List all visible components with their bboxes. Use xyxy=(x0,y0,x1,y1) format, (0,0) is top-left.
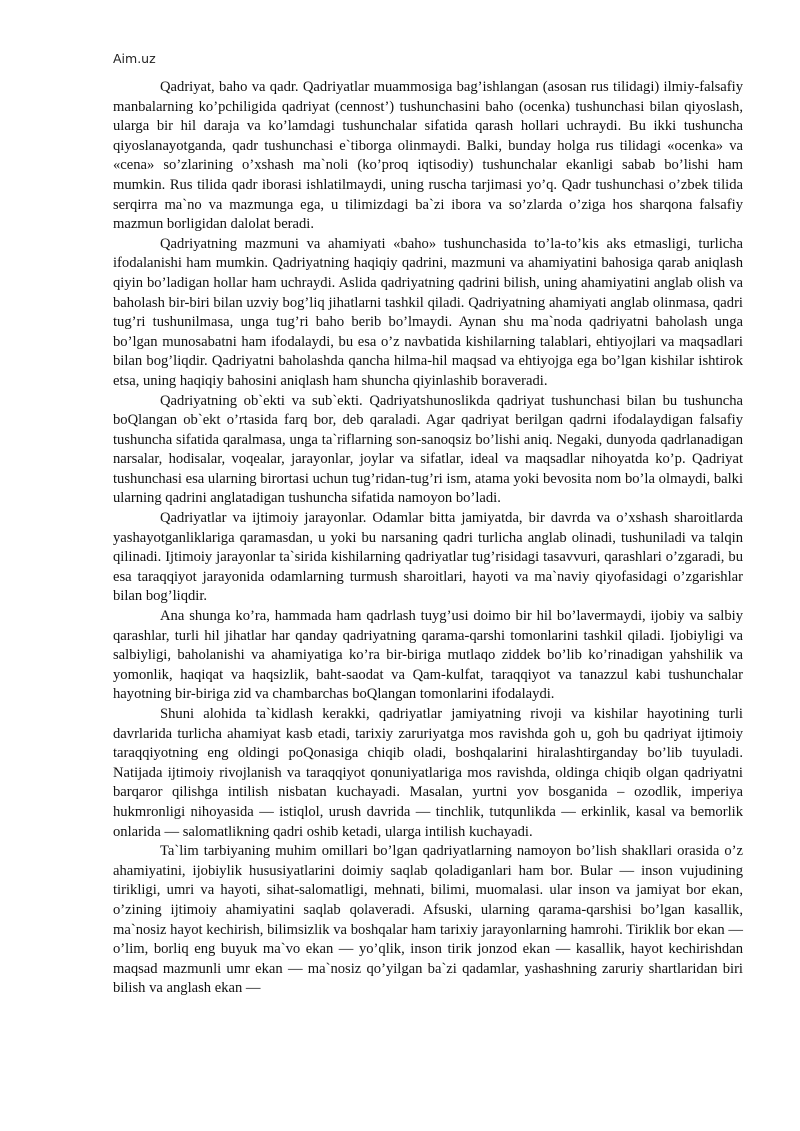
paragraph-positive-negative: Ana shunga ko’ra, hammada ham qadrlash tuyg’usi doimo bir hil bo’lavermaydi, ijobiy va salbiy qarashlar, turli hil jihatlar har qanday qadriyatning qarama-qarshi tomonlarini tashkil qiladi. Ijobiyligi va salbiyligi, baholanishi va ahamiyatiga ko’ra bir-biriga mutlaqo ziddek bo’lib ko’rinadigan yahshilik va yomonlik, haqiqat va haqsizlik, baht-saodat va Qam-kulfat, taraqqiyot va tanazzul kabi tushunchalar hayotning bir-biriga zid va chambarchas boQlangan tomonlarini ifodalaydi. xyxy=(113,608,743,703)
paragraph-historical-importance: Shuni alohida ta`kidlash kerakki, qadriyatlar jamiyatning rivoji va kishilar hayotining turli davrlarida turlicha ahamiyat kasb etadi, tarixiy zaruriyatga mos ravishda goh u, goh bu qadriyat ijtimoiy taraqqiyotning eng oldingi poQonasiga chiqib oladi, boshqalarini hiralashtirganday bo’lib tuyuladi. Natijada ijtimoiy rivojlanish va taraqqiyot qonuniyatlariga mos ravishda, oldinga chiqib olgan qadriyatni barqaror qilishga intilish nisbatan kuchayadi. Masalan, yurtni yov bosganida – ozodlik, imperiya hukmronligi nihoyasida — istiqlol, urush davrida — tinchlik, tutqunlikda — erkinlik, kasal va bemorlik onlarida — salomatlikning qadri oshib ketadi, ularga intilish kuchayadi. xyxy=(113,706,743,840)
paragraph-values-assessment-worth: Qadriyat, baho va qadr. Qadriyatlar muammosiga bag’ishlangan (asosan rus tilidagi) ilmiy-falsafiy manbalarning ko’pchiligida qadriyat (cennost’) tushunchasini baho (ocenka) tushunchasi bilan qiyoslash, ularga bir hil daraja va ko’lamdagi tushunchalar sifatida qarash hollari uchraydi. Bu ikki tushuncha qiyoslanayotganda, qadr tushunchasi e`tiborga olinmaydi. Balki, bunday holga rus tilidagi «ocenka» va «cena» so’zlarining o’xshash ma`noli (ko’proq iqtisodiy) tushunchalar ekanligi sabab bo’lishi ham mumkin. Rus tilida qadr iborasi ishlatilmaydi, uning ruscha tarjimasi yo’q. Qadr tushunchasi o’zbek tilida serqirra ma`no va mazmunga ega, u tilimizdagi ba`zi ibora va so’zlarda o’ziga hos sharqona falsafiy mazmun borligidan dalolat beradi. xyxy=(113,79,743,233)
paragraph-value-meaning: Qadriyatning mazmuni va ahamiyati «baho» tushunchasida to’la-to’kis aks etmasligi, turlicha ifodalanishi ham mumkin. Qadriyatning haqiqiy qadrini, mazmuni va ahamiyatini bahosiga qarab aniqlash qiyin bo’ladigan hollar ham uchraydi. Aslida qadriyatning qadrini bilish, uning ahamiyatini anglab olish va baholash bir-biri bilan uzviy bog’liq jihatlarni tashkil qiladi. Qadriyatning ahamiyati anglab olinmasa, qadri tug’ri tushunilmasa, unga tug’ri baho berib bo’lmaydi. Aynan shu ma`noda qadriyatni baholash unga bo’lgan munosabatni ham ifodalaydi, bu esa o’z navbatida kishilarning talablari, ehtiyojlari va maqsadlari bilan bog’liqdir. Qadriyatni baholashda qancha hilma-hil maqsad va ehtiyojga ega bo’lgan kishilar ishtirok etsa, uning haqiqiy bahosini aniqlash ham shuncha qiyinlashib boraveradi. xyxy=(113,235,743,389)
paragraph-education-values: Ta`lim tarbiyaning muhim omillari bo’lgan qadriyatlarning namoyon bo’lish shakllari orasida o’z ahamiyatini, ijobiylik hususiyatlarini doimiy saqlab qoladiganlari ham bor. Bular — inson vujudining tirikligi, umri va hayoti, sihat-salomatligi, mehnati, bilimi, muomalasi. ular inson va jamiyat bor ekan, o’zining ijtimoiy ahamiyatini saqlab qolaveradi. Afsuski, ularning qarama-qarshisi bo’lgan kasallik, ma`nosiz hayot kechirish, bilimsizlik va boshqalar ham tarixiy jarayonlarning hamrohi. Tiriklik bor ekan — o’lim, borliq eng buyuk ma`vo ekan — yo’qlik, inson tirik jonzod ekan — kasallik, hayot kechirishdan maqsad mazmunli umr ekan — ma`nosiz qo’yilgan ba`zi qadamlar, yashashning zaruriy shartlaridan biri bilish va anglash ekan — xyxy=(113,843,743,997)
document-body xyxy=(113,78,743,999)
paragraph-object-subject: Qadriyatning ob`ekti va sub`ekti. Qadriyatshunoslikda qadriyat tushunchasi bilan bu tushuncha boQlangan ob`ekt o’rtasida farq bor, deb qaraladi. Agar qadriyat berilgan qadrni ifodalaydigan falsafiy tushuncha sifatida qaralmasa, unga ta`riflarning son-sanoqsiz bo’lishi aniq. Negaki, dunyoda qadrlanadigan narsalar, hodisalar, voqealar, jarayonlar, joylar va sifatlar, ideal va maqsadlar nihoyatda ko’p. Qadriyat tushunchasi esa ularning birortasi uchun tug’ridan-tug’ri ism, atama yoki bevosita nom bo’la olmaydi, balki ularning qadrini anglatadigan tushuncha sifatida namoyon bo’ladi. xyxy=(113,392,743,507)
paragraph-social-processes: Qadriyatlar va ijtimoiy jarayonlar. Odamlar bitta jamiyatda, bir davrda va o’xshash sharoitlarda yashayotganliklariga qaramasdan, u yoki bu narsaning qadri turlicha anglab olinadi, tushuniladi va talqin qilinadi. Ijtimoiy jarayonlar ta`sirida kishilarning qadriyatlar tug’risidagi tasavvuri, qarashlari o’zgaradi, bu esa taraqqiyot jarayonida odamlarning turmush sharoitlari, hayoti va ma`naviy qiyofasidagi o’zgarishlar bilan bog’liqdir. xyxy=(113,510,743,605)
site-name: Aim.uz xyxy=(113,51,156,66)
